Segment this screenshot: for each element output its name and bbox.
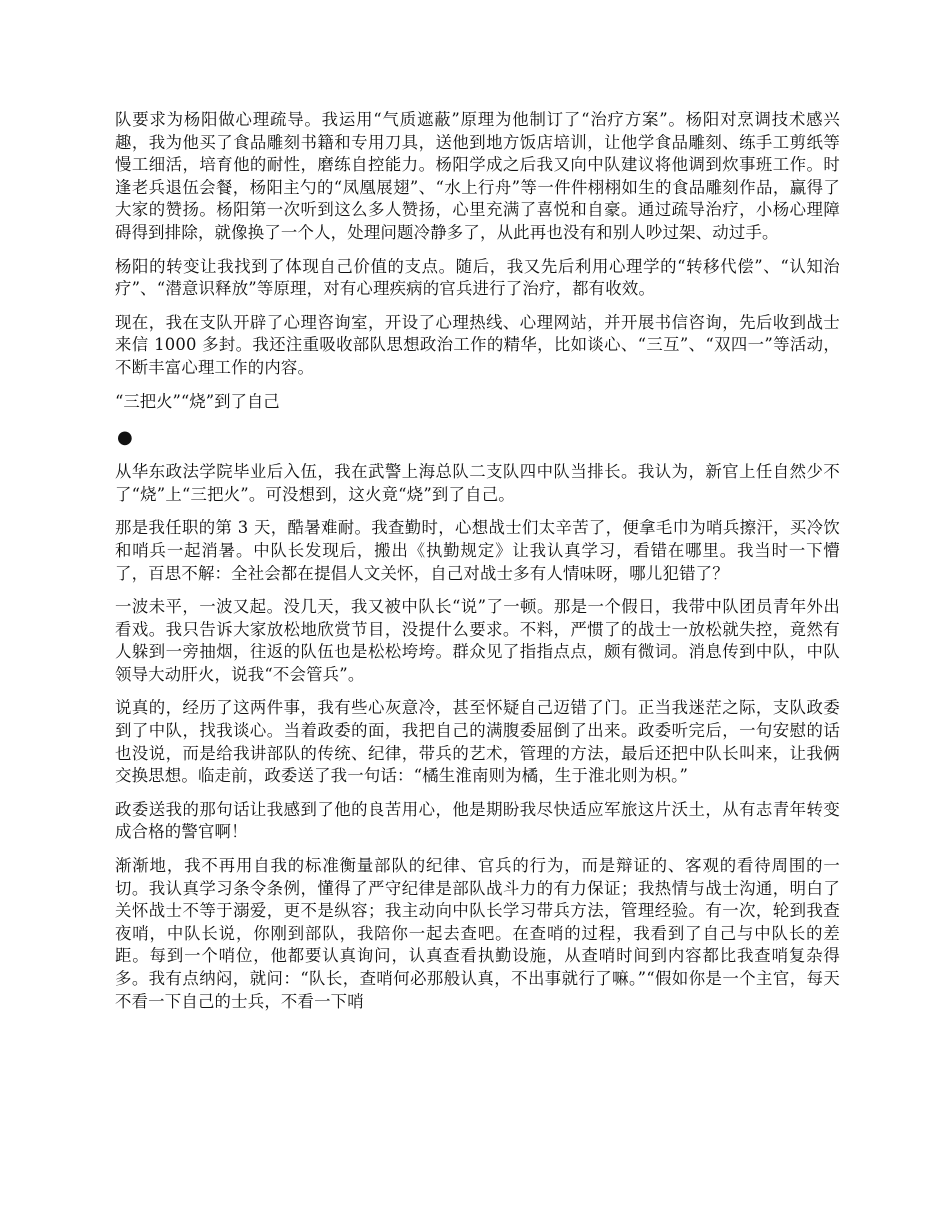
section-heading: “三把火”“烧”到了自己	[115, 391, 280, 411]
paragraph: 说真的，经历了这两件事，我有些心灰意冷，甚至怀疑自己迈错了门。正当我迷茫之际，支队政委到了中队，找我谈心。当着政委的面，我把自己的满腹委屈倒了出来。政委听完后，一句安慰的话也没说，而是给我讲部队的传统、纪律，带兵的艺术，管理的方法，最后还把中队长叫来，让我俩交换思想。临走前，政委送了我一句话：“橘生淮南则为橘，生于淮北则为枳。”	[115, 698, 840, 786]
paragraph: 现在，我在支队开辟了心理咨询室，开设了心理热线、心理网站，并开展书信咨询，先后收到战士来信 1000 多封。我还注重吸收部队思想政治工作的精华，比如谈心、“三互”、“双四一”等活动，不断丰富心理工作的内容。	[115, 312, 840, 377]
paragraph: 渐渐地，我不再用自我的标准衡量部队的纪律、官兵的行为，而是辩证的、客观的看待周围的一切。我认真学习条令条例，懂得了严守纪律是部队战斗力的有力保证；我热情与战士沟通，明白了关怀战士不等于溺爱，更不是纵容；我主动向中队长学习带兵方法，管理经验。有一次，轮到我查夜哨，中队长说，你刚到部队，我陪你一起去查吧。在查哨的过程，我看到了自己与中队长的差距。每到一个哨位，他都要认真询问，认真查看执勤设施，从查哨时间到内容都比我查哨复杂得多。我有点纳闷，就问：“队长，查哨何必那般认真，不出事就行了嘛。”“假如你是一个主官，每天不看一下自己的士兵，不看一下哨	[115, 856, 840, 1011]
paragraph: 从华东政法学院毕业后入伍，我在武警上海总队二支队四中队当排长。我认为，新官上任自然少不了“烧”上“三把火”。可没想到，这火竟“烧”到了自己。	[115, 462, 840, 504]
paragraph: 那是我任职的第 3 天，酷暑难耐。我查勤时，心想战士们太辛苦了，便拿毛巾为哨兵擦汗，买冷饮和哨兵一起消暑。中队长发现后，搬出《执勤规定》让我认真学习，看错在哪里。我当时一下懵了，百思不解：全社会都在提倡人文关怀，自己对战士多有人情味呀，哪儿犯错了？	[115, 518, 840, 583]
document-page	[115, 109, 840, 1024]
paragraph: 一波未平，一波又起。没几天，我又被中队长“说”了一顿。那是一个假日，我带中队团员青年外出看戏。我只告诉大家放松地欣赏节目，没提什么要求。不料，严惯了的战士一放松就失控，竟然有人躲到一旁抽烟，往返的队伍也是松松垮垮。群众见了指指点点，颇有微词。消息传到中队，中队领导大动肝火，说我“不会管兵”。	[115, 597, 840, 684]
bullet-icon: ●	[117, 427, 133, 449]
paragraph: 政委送我的那句话让我感到了他的良苦用心，他是期盼我尽快适应军旅这片沃土，从有志青年转变成合格的警官啊！	[115, 799, 840, 842]
paragraph: 队要求为杨阳做心理疏导。我运用“气质遮蔽”原理为他制订了“治疗方案”。杨阳对烹调技术感兴趣，我为他买了食品雕刻书籍和专用刀具，送他到地方饭店培训，让他学食品雕刻、练手工剪纸等慢工细活，培育他的耐性，磨练自控能力。杨阳学成之后我又向中队建议将他调到炊事班工作。时逢老兵退伍会餐，杨阳主勺的“凤凰展翅”、“水上行舟”等一件件栩栩如生的食品雕刻作品，赢得了大家的赞扬。杨阳第一次听到这么多人赞扬，心里充满了喜悦和自豪。通过疏导治疗，小杨心理障碍得到排除，就像换了一个人，处理问题冷静多了，从此再也没有和别人吵过架、动过手。	[115, 110, 840, 242]
paragraph: 杨阳的转变让我找到了体现自己价值的支点。随后，我又先后利用心理学的“转移代偿”、“认知治疗”、“潜意识释放”等原理，对有心理疾病的官兵进行了治疗，都有收效。	[115, 256, 840, 299]
